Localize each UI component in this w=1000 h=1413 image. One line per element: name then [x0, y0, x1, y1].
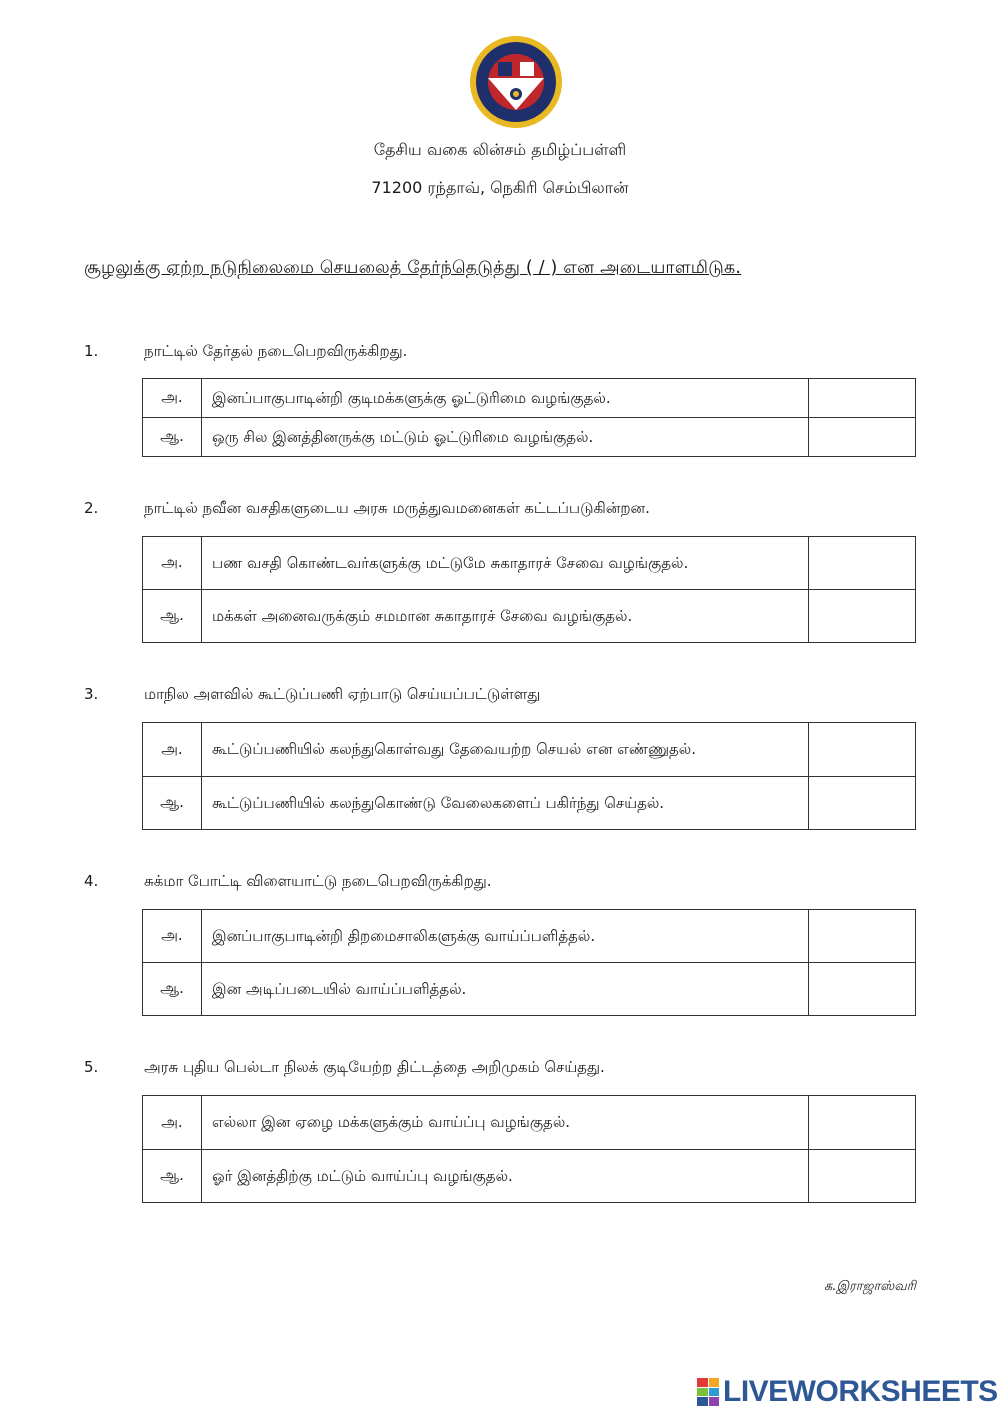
option-label: ஆ.	[143, 418, 202, 457]
option-label: அ.	[143, 1096, 202, 1150]
option-row	[143, 418, 916, 457]
option-row	[143, 963, 916, 1016]
teacher-signature: க.இராஜாஸ்வரி	[824, 1279, 916, 1294]
answer-box[interactable]	[809, 537, 916, 590]
option-row	[143, 590, 916, 643]
option-label: ஆ.	[143, 1150, 202, 1203]
option-text: பண வசதி கொண்டவர்களுக்கு மட்டுமே சுகாதாரச் சேவை வழங்குதல்.	[202, 537, 809, 590]
option-text: இனப்பாகுபாடின்றி திறமைசாலிகளுக்கு வாய்ப்பளித்தல்.	[202, 910, 809, 963]
question-text: நாட்டில் தேர்தல் நடைபெறவிருக்கிறது.	[144, 342, 408, 360]
option-row	[143, 1096, 916, 1150]
instruction-heading: சூழலுக்கு ஏற்ற நடுநிலைமை செயலைத் தேர்ந்தெடுத்து ( / ) என அடையாளமிடுக.	[84, 258, 742, 278]
options-table-5	[142, 1095, 916, 1203]
question-number: 2.	[84, 499, 99, 517]
option-row	[143, 910, 916, 963]
option-text: இன அடிப்படையில் வாய்ப்பளித்தல்.	[202, 963, 809, 1016]
option-label: அ.	[143, 723, 202, 777]
question-number: 1.	[84, 342, 99, 360]
answer-box[interactable]	[809, 963, 916, 1016]
question-text: சுக்மா போட்டி விளையாட்டு நடைபெறவிருக்கிறது.	[144, 872, 492, 890]
option-label: ஆ.	[143, 777, 202, 830]
answer-box[interactable]	[809, 1096, 916, 1150]
option-text: கூட்டுப்பணியில் கலந்துகொள்வது தேவையற்ற செயல் என எண்ணுதல்.	[202, 723, 809, 777]
option-row	[143, 723, 916, 777]
option-text: ஒரு சில இனத்தினருக்கு மட்டும் ஓட்டுரிமை வழங்குதல்.	[202, 418, 809, 457]
watermark-text: LIVEWORKSHEETS	[723, 1375, 998, 1408]
option-row	[143, 537, 916, 590]
option-text: இனப்பாகுபாடின்றி குடிமக்களுக்கு ஓட்டுரிமை வழங்குதல்.	[202, 379, 809, 418]
answer-box[interactable]	[809, 723, 916, 777]
answer-box[interactable]	[809, 379, 916, 418]
option-text: எல்லா இன ஏழை மக்களுக்கும் வாய்ப்பு வழங்குதல்.	[202, 1096, 809, 1150]
question-text: நாட்டில் நவீன வசதிகளுடைய அரசு மருத்துவமனைகள் கட்டப்படுகின்றன.	[144, 499, 650, 517]
option-row	[143, 379, 916, 418]
answer-box[interactable]	[809, 418, 916, 457]
answer-box[interactable]	[809, 777, 916, 830]
question-number: 3.	[84, 685, 99, 703]
option-text: ஓர் இனத்திற்கு மட்டும் வாய்ப்பு வழங்குதல்.	[202, 1150, 809, 1203]
option-label: அ.	[143, 379, 202, 418]
answer-box[interactable]	[809, 910, 916, 963]
options-table-3	[142, 722, 916, 830]
option-label: அ.	[143, 910, 202, 963]
options-table-4	[142, 909, 916, 1016]
options-table-2	[142, 536, 916, 643]
question-number: 5.	[84, 1058, 99, 1076]
question-text: மாநில அளவில் கூட்டுப்பணி ஏற்பாடு செய்யப்பட்டுள்ளது	[144, 685, 541, 703]
options-table-1	[142, 378, 916, 457]
option-row	[143, 1150, 916, 1203]
option-label: ஆ.	[143, 590, 202, 643]
school-name: தேசிய வகை லின்சம் தமிழ்ப்பள்ளி	[373, 140, 627, 159]
question-text: அரசு புதிய பெல்டா நிலக் குடியேற்ற திட்டத்தை அறிமுகம் செய்தது.	[144, 1058, 605, 1076]
option-label: அ.	[143, 537, 202, 590]
liveworksheets-watermark	[697, 1375, 998, 1409]
school-address: 71200 ரந்தாவ், நெகிரி செம்பிலான்	[371, 178, 629, 197]
question-number: 4.	[84, 872, 99, 890]
option-text: கூட்டுப்பணியில் கலந்துகொண்டு வேலைகளைப் பகிர்ந்து செய்தல்.	[202, 777, 809, 830]
answer-box[interactable]	[809, 1150, 916, 1203]
school-logo-icon	[468, 34, 564, 130]
option-label: ஆ.	[143, 963, 202, 1016]
answer-box[interactable]	[809, 590, 916, 643]
option-row	[143, 777, 916, 830]
option-text: மக்கள் அனைவருக்கும் சமமான சுகாதாரச் சேவை வழங்குதல்.	[202, 590, 809, 643]
liveworksheets-logo-icon	[697, 1378, 719, 1406]
